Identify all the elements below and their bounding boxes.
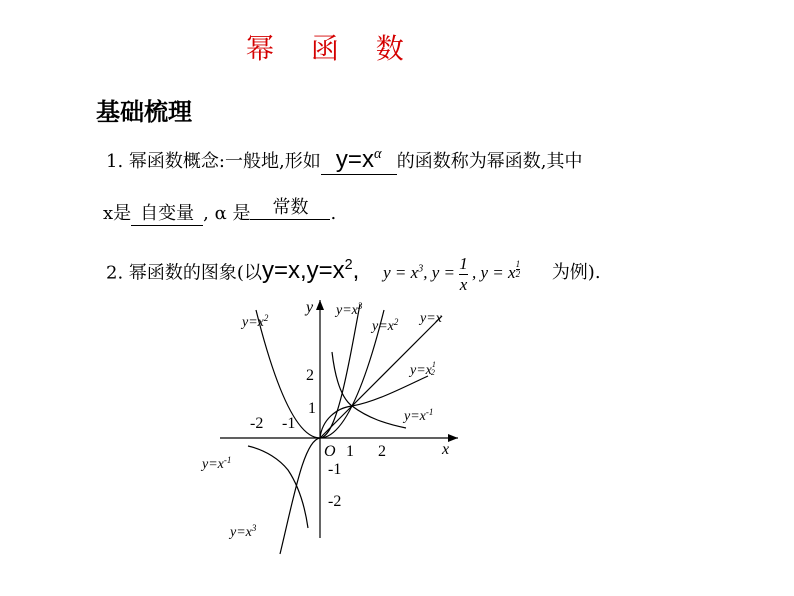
graph-intro-prefix: 幂函数的图象(以 bbox=[128, 262, 262, 284]
function-list: $y = x^3$, y = $\frac{1}{x}$ , y = x $^{\frac{1}{2}}$ bbox=[383, 254, 521, 294]
label-y-inv-right: $y=x^{-1}$ bbox=[404, 407, 434, 424]
axis-label-x: x bbox=[442, 441, 450, 458]
concept-line bbox=[106, 146, 582, 175]
tick-x-neg2: -2 bbox=[250, 415, 264, 432]
x-label: x是 bbox=[103, 203, 132, 224]
concept-suffix: 的函数称为幂函数,其中 bbox=[396, 151, 583, 172]
concept-answer-blank: $y=x^\alpha$ bbox=[321, 146, 397, 175]
label-y-x: y=x bbox=[420, 311, 442, 326]
tick-y-neg2: -2 bbox=[328, 493, 342, 510]
label-y-x2-right: $y=x^2$ bbox=[372, 317, 399, 334]
graph-intro-line bbox=[106, 254, 601, 295]
label-y-x3-top: $y=x^3$ bbox=[336, 301, 363, 318]
curve-y-sqrt bbox=[320, 376, 428, 438]
curve-y-inv-left bbox=[248, 446, 308, 528]
variable-answer-blank: 自变量 bbox=[131, 199, 203, 226]
graph-intro-suffix: 为例). bbox=[551, 262, 601, 284]
origin-label: O bbox=[324, 443, 336, 460]
tick-y-neg1: -1 bbox=[328, 461, 342, 478]
item-number: 2. bbox=[106, 262, 124, 284]
x-axis-arrow-icon bbox=[448, 434, 458, 442]
label-y-inv-left: $y=x^{-1}$ bbox=[202, 455, 232, 472]
label-y-x3-bottom: $y=x^3$ bbox=[230, 523, 257, 540]
label-y-sqrt: $y=x^1$ 2 bbox=[410, 360, 436, 378]
alpha-label: , α 是 bbox=[203, 203, 251, 224]
section-heading: 基础梳理 bbox=[96, 97, 192, 126]
power-function-graph bbox=[196, 290, 476, 560]
big-formula: $y=x,y=x^2$, bbox=[261, 257, 360, 285]
constant-answer-blank: 常数 bbox=[250, 193, 330, 220]
tick-x-neg1: -1 bbox=[282, 415, 296, 432]
y-axis-arrow-icon bbox=[316, 300, 324, 310]
label-y-x2-left: $y=x^2$ bbox=[242, 313, 269, 330]
tick-y-2: 2 bbox=[306, 367, 314, 384]
item-number: 1. bbox=[106, 151, 124, 172]
variable-line bbox=[103, 199, 336, 226]
tick-x-1: 1 bbox=[346, 443, 354, 460]
axis-label-y: y bbox=[306, 299, 314, 316]
concept-prefix: 幂函数概念:一般地,形如 bbox=[128, 151, 321, 172]
line-end: . bbox=[330, 203, 337, 224]
tick-y-1: 1 bbox=[308, 400, 316, 417]
page-title: 幂 函 数 bbox=[246, 32, 418, 65]
tick-x-2: 2 bbox=[378, 443, 386, 460]
